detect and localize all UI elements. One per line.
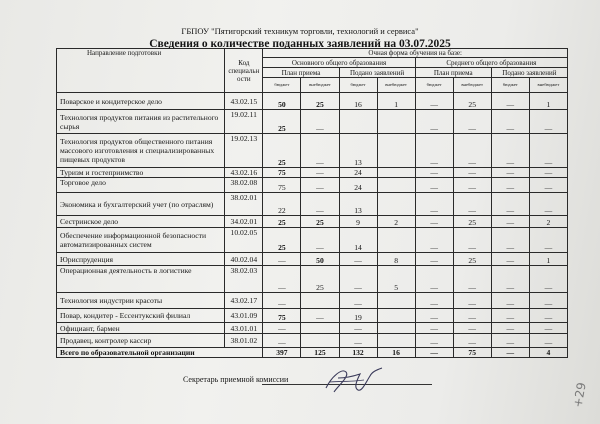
cell-secondary-submitted-budget: — bbox=[491, 323, 529, 334]
cell-basic-plan-budget: 25 bbox=[263, 134, 301, 168]
row-code: 19.02.13 bbox=[225, 134, 263, 168]
cell-secondary-plan-budget: — bbox=[415, 293, 453, 309]
row-name: Экономика и бухгалтерский учет (по отраслям) bbox=[57, 193, 225, 216]
organization-name: ГБПОУ "Пятигорский техникум торговли, технологий и сервиса" bbox=[181, 26, 419, 36]
cell-secondary-submitted-budget: — bbox=[491, 168, 529, 178]
cell-secondary-submitted-nonbudget: — bbox=[529, 323, 567, 334]
cell-secondary-submitted-budget: — bbox=[491, 334, 529, 348]
cell-basic-plan-budget: 75 bbox=[263, 309, 301, 323]
cell-secondary-submitted-budget: — bbox=[491, 293, 529, 309]
table-row bbox=[57, 178, 568, 193]
page-title: Сведения о количестве поданных заявлений на 03.07.2025 bbox=[149, 38, 451, 50]
cell-basic-plan-nonbudget: 25 bbox=[301, 93, 339, 110]
cell-basic-submitted-nonbudget: 5 bbox=[377, 266, 415, 293]
row-code: 38.02.01 bbox=[225, 193, 263, 216]
cell-basic-plan-nonbudget: — bbox=[301, 309, 339, 323]
margin-note: +29 bbox=[570, 381, 589, 409]
cell-basic-plan-nonbudget: 25 bbox=[301, 266, 339, 293]
table-row bbox=[57, 293, 568, 309]
row-name: Туризм и гостеприимство bbox=[57, 168, 225, 178]
cell-basic-submitted-budget: 24 bbox=[339, 178, 377, 193]
row-code: 38.02.08 bbox=[225, 178, 263, 193]
cell-basic-submitted-nonbudget bbox=[377, 178, 415, 193]
cell-basic-plan-nonbudget bbox=[301, 334, 339, 348]
header-submitted-basic: Подано заявлений bbox=[339, 68, 415, 78]
cell-secondary-submitted-budget: — bbox=[491, 134, 529, 168]
cell-basic-plan-budget: 50 bbox=[263, 93, 301, 110]
cell-basic-plan-budget: 75 bbox=[263, 168, 301, 178]
cell-basic-submitted-budget: 24 bbox=[339, 168, 377, 178]
header-nonbudget: внебюджет bbox=[377, 78, 415, 93]
cell-basic-submitted-budget: — bbox=[339, 266, 377, 293]
row-name: Повар, кондитер - Ессентукский филиал bbox=[57, 309, 225, 323]
header-plan-secondary: План приема bbox=[415, 68, 491, 78]
row-code: 43.02.16 bbox=[225, 168, 263, 178]
cell-basic-plan-budget: 22 bbox=[263, 193, 301, 216]
total-secondary-submitted-nonbudget: 4 bbox=[529, 348, 567, 358]
cell-basic-submitted-budget: 13 bbox=[339, 193, 377, 216]
cell-basic-submitted-budget: 16 bbox=[339, 93, 377, 110]
cell-secondary-submitted-nonbudget: 2 bbox=[529, 216, 567, 228]
row-code: 19.02.11 bbox=[225, 110, 263, 134]
cell-basic-submitted-nonbudget bbox=[377, 293, 415, 309]
cell-secondary-plan-nonbudget: — bbox=[453, 193, 491, 216]
cell-secondary-plan-nonbudget: — bbox=[453, 110, 491, 134]
cell-basic-plan-nonbudget bbox=[301, 323, 339, 334]
header-budget: бюджет bbox=[263, 78, 301, 93]
total-basic-plan-budget: 397 bbox=[263, 348, 301, 358]
cell-secondary-plan-budget: — bbox=[415, 323, 453, 334]
signature-mark bbox=[320, 362, 390, 396]
total-secondary-plan-nonbudget: 75 bbox=[453, 348, 491, 358]
total-label: Всего по образовательной организации bbox=[57, 348, 263, 358]
cell-secondary-plan-budget: — bbox=[415, 228, 453, 253]
cell-basic-submitted-nonbudget: 1 bbox=[377, 93, 415, 110]
row-name: Технология индустрии красоты bbox=[57, 293, 225, 309]
cell-basic-plan-nonbudget: — bbox=[301, 110, 339, 134]
cell-secondary-submitted-nonbudget: — bbox=[529, 228, 567, 253]
row-name: Сестринское дело bbox=[57, 216, 225, 228]
row-name: Официант, бармен bbox=[57, 323, 225, 334]
row-name: Операционная деятельность в логистике bbox=[57, 266, 225, 293]
cell-basic-submitted-nonbudget: 8 bbox=[377, 253, 415, 266]
cell-basic-plan-nonbudget: — bbox=[301, 178, 339, 193]
cell-basic-submitted-budget: — bbox=[339, 323, 377, 334]
table-row bbox=[57, 266, 568, 293]
cell-basic-plan-budget: — bbox=[263, 334, 301, 348]
row-code: 38.02.03 bbox=[225, 266, 263, 293]
cell-basic-submitted-nonbudget bbox=[377, 168, 415, 178]
cell-secondary-plan-nonbudget: 25 bbox=[453, 93, 491, 110]
header-budget: бюджет bbox=[339, 78, 377, 93]
cell-basic-submitted-budget: — bbox=[339, 293, 377, 309]
cell-secondary-plan-nonbudget: — bbox=[453, 323, 491, 334]
header-nonbudget: внебюджет bbox=[301, 78, 339, 93]
cell-basic-submitted-nonbudget bbox=[377, 334, 415, 348]
cell-basic-plan-nonbudget: — bbox=[301, 228, 339, 253]
row-code: 43.02.17 bbox=[225, 293, 263, 309]
table-row bbox=[57, 228, 568, 253]
cell-secondary-submitted-budget: — bbox=[491, 309, 529, 323]
row-code: 43.01.09 bbox=[225, 309, 263, 323]
cell-basic-submitted-budget: 9 bbox=[339, 216, 377, 228]
cell-secondary-submitted-nonbudget: — bbox=[529, 110, 567, 134]
cell-secondary-plan-budget: — bbox=[415, 266, 453, 293]
cell-secondary-submitted-nonbudget: 1 bbox=[529, 253, 567, 266]
cell-basic-submitted-nonbudget bbox=[377, 323, 415, 334]
cell-secondary-plan-budget: — bbox=[415, 216, 453, 228]
table-row bbox=[57, 93, 568, 110]
cell-secondary-submitted-budget: — bbox=[491, 110, 529, 134]
table-row bbox=[57, 110, 568, 134]
header-basic-education: Основного общего образования bbox=[263, 58, 415, 68]
cell-secondary-submitted-nonbudget: — bbox=[529, 293, 567, 309]
cell-secondary-plan-nonbudget: — bbox=[453, 168, 491, 178]
cell-secondary-submitted-nonbudget: 1 bbox=[529, 93, 567, 110]
cell-secondary-submitted-nonbudget: — bbox=[529, 168, 567, 178]
cell-basic-submitted-budget: — bbox=[339, 253, 377, 266]
cell-secondary-plan-nonbudget: 25 bbox=[453, 253, 491, 266]
cell-secondary-plan-budget: — bbox=[415, 93, 453, 110]
table-row bbox=[57, 309, 568, 323]
cell-secondary-submitted-budget: — bbox=[491, 193, 529, 216]
header-secondary-education: Среднего общего образования bbox=[415, 58, 567, 68]
row-code: 40.02.04 bbox=[225, 253, 263, 266]
header-plan-basic: План приема bbox=[263, 68, 339, 78]
cell-secondary-submitted-budget: — bbox=[491, 253, 529, 266]
cell-basic-plan-budget: — bbox=[263, 293, 301, 309]
table-row bbox=[57, 168, 568, 178]
row-code: 34.02.01 bbox=[225, 216, 263, 228]
applications-table bbox=[56, 48, 568, 358]
header-code: Код специальн ости bbox=[225, 49, 263, 93]
cell-basic-submitted-nonbudget bbox=[377, 110, 415, 134]
table-row bbox=[57, 253, 568, 266]
cell-basic-submitted-nonbudget bbox=[377, 193, 415, 216]
cell-secondary-plan-budget: — bbox=[415, 253, 453, 266]
header-nonbudget: внебюджет bbox=[529, 78, 567, 93]
cell-basic-plan-budget: — bbox=[263, 323, 301, 334]
cell-basic-plan-nonbudget bbox=[301, 293, 339, 309]
cell-basic-submitted-budget: 14 bbox=[339, 228, 377, 253]
cell-basic-plan-nonbudget: — bbox=[301, 168, 339, 178]
table-row bbox=[57, 193, 568, 216]
cell-secondary-plan-nonbudget: 25 bbox=[453, 216, 491, 228]
header-direction: Направление подготовки bbox=[57, 49, 225, 93]
row-name: Продавец, контролер кассир bbox=[57, 334, 225, 348]
cell-secondary-submitted-nonbudget: — bbox=[529, 334, 567, 348]
cell-basic-submitted-budget: 13 bbox=[339, 134, 377, 168]
row-name: Технология продуктов общественного питания массового изготовления и специализированных пищевых продуктов bbox=[57, 134, 225, 168]
cell-secondary-plan-nonbudget: — bbox=[453, 293, 491, 309]
row-code: 10.02.05 bbox=[225, 228, 263, 253]
cell-secondary-submitted-nonbudget: — bbox=[529, 178, 567, 193]
cell-basic-plan-budget: 25 bbox=[263, 228, 301, 253]
cell-secondary-submitted-nonbudget: — bbox=[529, 193, 567, 216]
header-budget: бюджет bbox=[415, 78, 453, 93]
cell-basic-plan-nonbudget: — bbox=[301, 134, 339, 168]
cell-secondary-plan-nonbudget: — bbox=[453, 178, 491, 193]
cell-basic-plan-nonbudget: 25 bbox=[301, 216, 339, 228]
row-code: 38.01.02 bbox=[225, 334, 263, 348]
cell-secondary-submitted-nonbudget: — bbox=[529, 266, 567, 293]
header-form: Очная форма обучения на базе: bbox=[263, 49, 568, 58]
row-name: Торговое дело bbox=[57, 178, 225, 193]
cell-secondary-plan-budget: — bbox=[415, 168, 453, 178]
cell-secondary-plan-budget: — bbox=[415, 178, 453, 193]
cell-basic-submitted-nonbudget bbox=[377, 228, 415, 253]
row-name: Обеспечение информационной безопасности автоматизированных систем bbox=[57, 228, 225, 253]
cell-basic-submitted-budget: — bbox=[339, 334, 377, 348]
cell-secondary-plan-budget: — bbox=[415, 134, 453, 168]
cell-secondary-plan-nonbudget: — bbox=[453, 134, 491, 168]
row-name: Поварское и кондитерское дело bbox=[57, 93, 225, 110]
table-row bbox=[57, 134, 568, 168]
cell-secondary-plan-budget: — bbox=[415, 193, 453, 216]
cell-secondary-plan-budget: — bbox=[415, 334, 453, 348]
cell-secondary-submitted-budget: — bbox=[491, 93, 529, 110]
cell-secondary-plan-nonbudget: — bbox=[453, 309, 491, 323]
cell-secondary-plan-budget: — bbox=[415, 309, 453, 323]
cell-secondary-submitted-nonbudget: — bbox=[529, 309, 567, 323]
cell-basic-submitted-nonbudget: 2 bbox=[377, 216, 415, 228]
cell-secondary-submitted-budget: — bbox=[491, 178, 529, 193]
cell-basic-plan-budget: 25 bbox=[263, 110, 301, 134]
secretary-label: Секретарь приемной комиссии bbox=[183, 375, 289, 384]
header-submitted-secondary: Подано заявлений bbox=[491, 68, 567, 78]
row-code: 43.01.01 bbox=[225, 323, 263, 334]
cell-basic-plan-budget: — bbox=[263, 253, 301, 266]
table-row bbox=[57, 216, 568, 228]
cell-basic-submitted-budget: 19 bbox=[339, 309, 377, 323]
total-row bbox=[57, 348, 568, 358]
total-basic-submitted-budget: 132 bbox=[339, 348, 377, 358]
cell-basic-plan-budget: 75 bbox=[263, 178, 301, 193]
row-name: Технология продуктов питания из растительного сырья bbox=[57, 110, 225, 134]
header-nonbudget: внебюджет bbox=[453, 78, 491, 93]
row-name: Юриспруденция bbox=[57, 253, 225, 266]
cell-secondary-submitted-budget: — bbox=[491, 228, 529, 253]
cell-secondary-submitted-nonbudget: — bbox=[529, 134, 567, 168]
table-row bbox=[57, 323, 568, 334]
total-basic-plan-nonbudget: 125 bbox=[301, 348, 339, 358]
cell-secondary-submitted-budget: — bbox=[491, 266, 529, 293]
table-row bbox=[57, 334, 568, 348]
total-secondary-plan-budget: — bbox=[415, 348, 453, 358]
cell-basic-submitted-nonbudget bbox=[377, 134, 415, 168]
cell-basic-plan-nonbudget: — bbox=[301, 193, 339, 216]
cell-secondary-plan-nonbudget: — bbox=[453, 266, 491, 293]
total-basic-submitted-nonbudget: 16 bbox=[377, 348, 415, 358]
cell-basic-plan-budget: 25 bbox=[263, 216, 301, 228]
header-budget: бюджет bbox=[491, 78, 529, 93]
total-secondary-submitted-budget: — bbox=[491, 348, 529, 358]
cell-secondary-submitted-budget: — bbox=[491, 216, 529, 228]
cell-secondary-plan-budget: — bbox=[415, 110, 453, 134]
cell-secondary-plan-nonbudget: — bbox=[453, 334, 491, 348]
cell-basic-submitted-budget bbox=[339, 110, 377, 134]
row-code: 43.02.15 bbox=[225, 93, 263, 110]
cell-basic-submitted-nonbudget bbox=[377, 309, 415, 323]
cell-basic-plan-nonbudget: 50 bbox=[301, 253, 339, 266]
cell-secondary-plan-nonbudget: — bbox=[453, 228, 491, 253]
cell-basic-plan-budget: — bbox=[263, 266, 301, 293]
